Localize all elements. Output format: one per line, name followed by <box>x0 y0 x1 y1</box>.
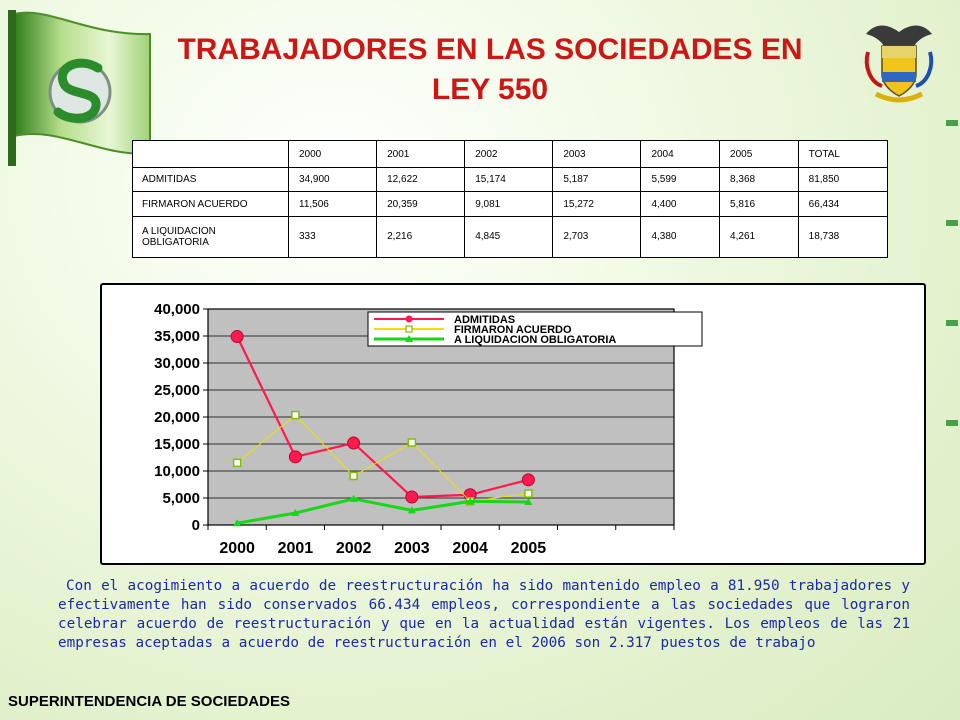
data-point <box>289 451 301 463</box>
row-label: ADMITIDAS <box>133 168 289 192</box>
table-cell: 4,380 <box>641 216 720 257</box>
y-tick-label: 40,000 <box>154 301 200 318</box>
table-cell: 15,174 <box>465 168 553 192</box>
data-point <box>406 491 418 503</box>
table-cell: 4,261 <box>720 216 799 257</box>
table-header-cell <box>133 141 289 168</box>
y-tick-label: 5,000 <box>162 490 200 507</box>
table-row <box>133 216 888 257</box>
table-header-cell: 2004 <box>641 141 720 168</box>
footer-organization: SUPERINTENDENCIA DE SOCIEDADES <box>8 693 290 710</box>
y-tick-label: 10,000 <box>154 463 200 480</box>
colombia-coat-of-arms <box>862 16 936 106</box>
table-cell: 5,599 <box>641 168 720 192</box>
table-cell: 9,081 <box>465 192 553 216</box>
line-chart <box>102 285 924 563</box>
y-tick-label: 35,000 <box>154 328 200 345</box>
table-cell: 5,187 <box>553 168 641 192</box>
table-header-cell: 2000 <box>289 141 377 168</box>
decorative-stripes <box>944 120 960 480</box>
table-cell: 20,359 <box>377 192 465 216</box>
table-cell: 333 <box>289 216 377 257</box>
workers-table <box>132 140 888 258</box>
data-point <box>234 459 241 466</box>
table-cell: 5,816 <box>720 192 799 216</box>
data-point <box>525 490 532 497</box>
legend-label: ADMITIDAS <box>454 314 516 326</box>
table-cell: 8,368 <box>720 168 799 192</box>
line-chart-frame <box>100 283 926 565</box>
legend-label: A LIQUIDACION OBLIGATORIA <box>454 334 617 346</box>
table-cell: 12,622 <box>377 168 465 192</box>
slide-title: TRABAJADORES EN LAS SOCIEDADES EN LEY 550 <box>177 33 803 106</box>
table-header-cell: 2001 <box>377 141 465 168</box>
table-row <box>133 168 888 192</box>
table-cell: 18,738 <box>798 216 887 257</box>
table-cell: 34,900 <box>289 168 377 192</box>
data-point <box>231 331 243 343</box>
table-cell: 2,703 <box>553 216 641 257</box>
table-header-cell: 2005 <box>720 141 799 168</box>
table-row <box>133 192 888 216</box>
legend-marker <box>406 316 413 323</box>
x-tick-label: 2003 <box>394 540 430 557</box>
y-tick-label: 25,000 <box>154 382 200 399</box>
y-tick-label: 20,000 <box>154 409 200 426</box>
table-cell: 81,850 <box>798 168 887 192</box>
table-cell: 4,400 <box>641 192 720 216</box>
data-point <box>350 472 357 479</box>
x-tick-label: 2001 <box>277 540 314 557</box>
y-tick-label: 0 <box>191 517 200 534</box>
table-header-cell: 2002 <box>465 141 553 168</box>
table-header-row <box>133 141 888 168</box>
x-tick-label: 2004 <box>452 540 488 557</box>
table-cell: 15,272 <box>553 192 641 216</box>
table-header-cell: TOTAL <box>798 141 887 168</box>
legend-marker <box>406 326 412 332</box>
table-cell: 2,216 <box>377 216 465 257</box>
x-tick-label: 2005 <box>510 540 547 557</box>
table-cell: 4,845 <box>465 216 553 257</box>
y-tick-label: 30,000 <box>154 355 200 372</box>
row-label: FIRMARON ACUERDO <box>133 192 289 216</box>
table-cell: 11,506 <box>289 192 377 216</box>
x-tick-label: 2002 <box>335 540 372 557</box>
legend-label: FIRMARON ACUERDO <box>454 324 572 336</box>
data-point <box>292 412 299 419</box>
x-tick-label: 2000 <box>219 540 255 557</box>
table-header-cell: 2003 <box>553 141 641 168</box>
data-point <box>348 437 360 449</box>
summary-paragraph: Con el acogimiento a acuerdo de reestructuración ha sido mantenido empleo a 81.950 trabajadores y efectivamente han sido conservados 66.434 empleos, correspondiente a las sociedades que lograron celebrar acuerdo de reestructuración y que en la actualidad están vigentes. Los empleos de las 21 empresas aceptadas a acuerdo de reestructuración en el 2006 son 2.317 puestos de trabajo <box>58 578 910 651</box>
table-cell: 66,434 <box>798 192 887 216</box>
data-point <box>522 474 534 486</box>
y-tick-label: 15,000 <box>154 436 200 453</box>
data-point <box>408 439 415 446</box>
row-label: A LIQUIDACION OBLIGATORIA <box>133 216 289 257</box>
